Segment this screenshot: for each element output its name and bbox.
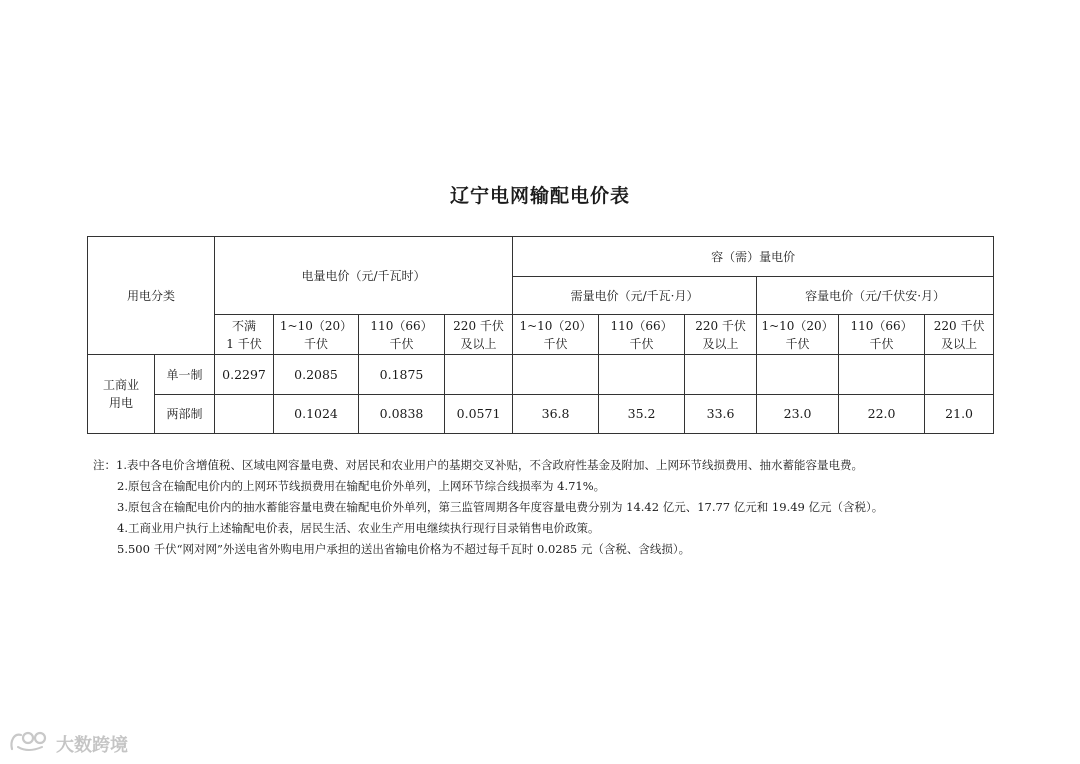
table-cell <box>513 355 599 395</box>
footnotes <box>93 455 993 560</box>
energy-price-header: 电量电价（元/千瓦时） <box>215 237 513 315</box>
table-cell <box>599 355 685 395</box>
voltage-level-header: 110（66） 千伏 <box>599 315 685 355</box>
voltage-level-header: 110（66） 千伏 <box>839 315 925 355</box>
table-cell: 0.0571 <box>445 395 513 434</box>
voltage-level-header: 220 千伏 及以上 <box>445 315 513 355</box>
table-cell <box>685 355 757 395</box>
watermark-logo-icon <box>8 729 52 758</box>
footnote: 4.工商业用户执行上述输配电价表，居民生活、农业生产用电继续执行现行目录销售电价政策。 <box>117 521 600 535</box>
table-cell: 0.2297 <box>215 355 274 395</box>
table-cell: 0.1875 <box>359 355 445 395</box>
voltage-level-header: 110（66） 千伏 <box>359 315 445 355</box>
footnote: 5.500 千伏“网对网”外送电省外购电用户承担的送出省输电价格为不超过每千瓦时 0.0285 元（含税、含线损）。 <box>117 542 691 556</box>
table-cell: 35.2 <box>599 395 685 434</box>
table-cell <box>839 355 925 395</box>
voltage-level-header: 220 千伏 及以上 <box>685 315 757 355</box>
category-header: 用电分类 <box>88 237 215 355</box>
capacity-price-header: 容量电价（元/千伏安·月） <box>757 277 994 315</box>
table-row <box>88 395 994 434</box>
table-cell: 22.0 <box>839 395 925 434</box>
table-cell: 36.8 <box>513 395 599 434</box>
table-cell: 0.2085 <box>274 355 359 395</box>
voltage-level-row <box>88 315 994 355</box>
demand-price-header: 需量电价（元/千瓦·月） <box>513 277 757 315</box>
price-table <box>87 236 994 434</box>
footnote: 注：1.表中各电价含增值税、区域电网容量电费、对居民和农业用户的基期交叉补贴，不含政府性基金及附加、上网环节线损费用、抽水蓄能容量电费。 <box>93 458 863 472</box>
voltage-level-header: 1~10（20） 千伏 <box>274 315 359 355</box>
page-title: 辽宁电网输配电价表 <box>449 185 630 207</box>
watermark <box>8 729 128 758</box>
group-label: 工商业 用电 <box>88 355 155 434</box>
voltage-level-header: 1~10（20） 千伏 <box>513 315 599 355</box>
table-cell <box>925 355 994 395</box>
table-cell <box>215 395 274 434</box>
row-label: 单一制 <box>155 355 215 395</box>
table-cell: 0.0838 <box>359 395 445 434</box>
table-cell <box>757 355 839 395</box>
capacity-group-header: 容（需）量电价 <box>513 237 994 277</box>
table-cell: 23.0 <box>757 395 839 434</box>
footnote: 2.原包含在输配电价内的上网环节线损费用在输配电价外单列，上网环节综合线损率为 4.71%。 <box>117 479 606 493</box>
table-cell: 21.0 <box>925 395 994 434</box>
watermark-text: 大数跨境 <box>56 734 128 756</box>
table-cell <box>445 355 513 395</box>
footnote: 3.原包含在输配电价内的抽水蓄能容量电费在输配电价外单列，第三监管周期各年度容量电费分别为 14.42 亿元、17.77 亿元和 19.49 亿元（含税）。 <box>117 500 884 514</box>
table-row <box>88 355 994 395</box>
voltage-level-header: 不满 1 千伏 <box>215 315 274 355</box>
voltage-level-header: 1~10（20） 千伏 <box>757 315 839 355</box>
table-cell: 33.6 <box>685 395 757 434</box>
voltage-level-header: 220 千伏 及以上 <box>925 315 994 355</box>
row-label: 两部制 <box>155 395 215 434</box>
table-cell: 0.1024 <box>274 395 359 434</box>
